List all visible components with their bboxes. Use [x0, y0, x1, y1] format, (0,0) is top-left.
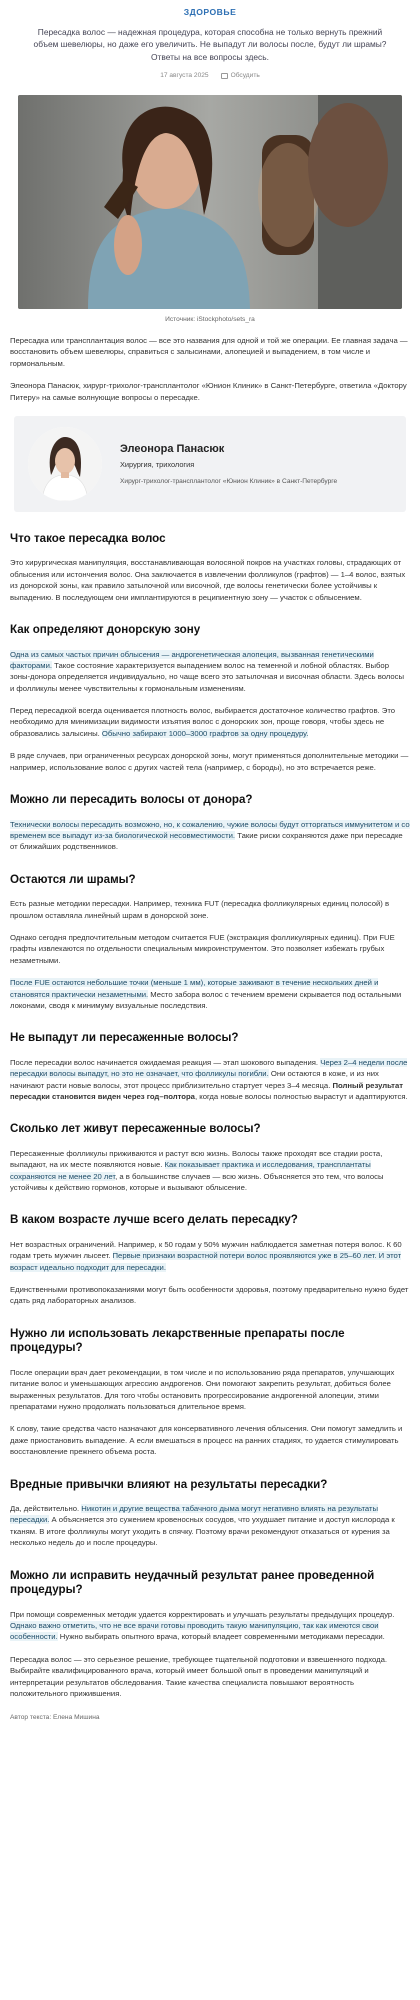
- text-fragment: , а в большинстве случаев — всю жизнь. Объясняется это тем, что волосы устойчивы к действию гормонов, которые и вызывают облысение.: [10, 1171, 384, 1192]
- body-paragraph: [10, 1503, 410, 1549]
- highlighted-text: Никотин и другие вещества табачного дыма могут негативно влиять на результаты пересадки.: [10, 1504, 379, 1525]
- hero-image: [18, 95, 402, 309]
- section-heading: Остаются ли шрамы?: [10, 872, 136, 886]
- text-fragment: Перед пересадкой всегда оценивается плотность волос, выбирается достаточное количество графтов. Это необходимо для минимизации видимости изъятия волос с донорских зон, проще говоря, чтобы здесь не образовались залысины.: [10, 706, 396, 738]
- category-label[interactable]: ЗДОРОВЬЕ: [183, 7, 237, 17]
- text-fragment: Место забора волос с течением времени скрывается под остальными локонами, сводя к минимуму визуальные последствия.: [10, 989, 402, 1010]
- body-paragraph: [10, 1609, 410, 1643]
- highlighted-text: Как показывает практика и исследования, трансплантаты сохраняются не менее 20 лет: [10, 1160, 371, 1181]
- highlighted-text: Через 2–4 недели после пересадки волосы выпадут, но это не означает, что фолликулы погибли.: [10, 1057, 408, 1079]
- section-heading: В каком возрасте лучше всего делать пересадку?: [10, 1213, 298, 1227]
- expert-card[interactable]: [14, 416, 406, 512]
- comment-icon: [221, 73, 228, 79]
- text-fragment: А объясняется это сужением кровеносных сосудов, что ухудшает питание и доступ кислорода к тканям. В итоге фолликулы могут уходить в спячку. Поэтому врачи рекомендуют отказаться от курения за несколько недель до и после процедуры.: [10, 1515, 395, 1548]
- bold-text: Полный результат пересадки становится виден через год–полтора: [10, 1080, 403, 1101]
- expert-info: [120, 442, 337, 486]
- text-fragment: Пересаженные фолликулы приживаются и растут всю жизнь. Волосы также проходят все стадии роста, выпадают, на их месте появляются новые.: [10, 1148, 383, 1170]
- expert-avatar: [28, 427, 102, 501]
- section-heading: Сколько лет живут пересаженные волосы?: [10, 1122, 261, 1136]
- text-fragment: Они остаются в коже, и из них начинают расти новые волосы, этот процесс приблизительно стартует через 3–4 месяца.: [10, 1069, 379, 1090]
- body-paragraph: [10, 977, 410, 1011]
- text-fragment: Однако сегодня предпочтительным методом считается FUE (экстракция фолликулярных единиц). При FUE графты извлекаются по отдельности специальным микроинструментом. Это позволяет избежать грубых незаметными.: [10, 932, 395, 965]
- section-heading: Можно ли исправить неудачный результат ранее проведенной процедуры?: [10, 1568, 375, 1597]
- text-fragment: После операции врач дает рекомендации, в том числе и по использованию ряда препаратов, улучшающих питание волос и уменьшающих агрессию андрогенов. Они помогают закрепить результат, добиться более выраженных результатов. Для того чтобы остановить прогрессирование андрогенной алопеции, этими препаратами нужно продолжать пользоваться длительное время.: [10, 1367, 395, 1411]
- body-paragraph: [10, 750, 410, 773]
- section-heading: Как определяют донорскую зону: [10, 623, 201, 637]
- body-paragraph: [10, 705, 410, 739]
- highlighted-text: Одна из самых частых причин облысения — андрогенетическая алопеция, вызванная генетическими факторами.: [10, 649, 374, 670]
- text-fragment: Такие риски сохраняются даже при пересадке от ближайших родственников.: [10, 830, 403, 852]
- text-fragment: Такое состояние характеризуется выпадением волос на теменной и лобной областях. Выбор зоны-донора определяется индивидуально, но чаще всего это затылочная и височная области. Здесь волосы и фолликулы менее чувствительны к гормональным изменениям.: [10, 660, 405, 693]
- text-fragment: Пересадка волос — это серьезное решение, требующее тщательной подготовки и взвешенного подхода. Выбирайте квалифицированного врача, который имеет большой опыт в проведении манипуляций и интерпретации результатов обследования. Такие качества специалиста повышают вероятность положительного прижившения.: [10, 1654, 387, 1698]
- section-heading: Не выпадут ли пересаженные волосы?: [10, 1031, 239, 1045]
- text-fragment: Есть разные методики пересадки. Например, техника FUT (пересадка фолликулярных единиц полосой) в прошлом оставляла линейный шрам в донорской зоне.: [10, 899, 390, 920]
- highlighted-text: Однако важно отметить, что не все врачи готовы проводить такую манипуляцию, так как имеются свои особенности.: [10, 1620, 379, 1642]
- body-paragraph: [10, 1284, 410, 1307]
- intro-paragraph: Пересадка или трансплантация волос — все это названия для одной и той же операции. Ее главная задача — восстановить объем шевелюры, справиться с залысинами, алопецией и выпадением, в том числе и гормональным.: [10, 336, 408, 368]
- body-paragraph: [10, 1239, 410, 1273]
- article-body: [10, 532, 410, 1699]
- highlighted-text: Обычно забирают 1000–3000 графтов за одну процедуру.: [101, 728, 309, 738]
- body-paragraph: [10, 932, 410, 966]
- body-paragraph: [10, 1148, 410, 1194]
- text-fragment: В ряде случаев, при ограниченных ресурсах донорской зоны, могут применяться дополнительные методики — например, использование волос с других частей тела (например, с бороды), но это встречается реже.: [10, 751, 409, 772]
- author-credit: Автор текста: Елена Мишина: [10, 1714, 100, 1722]
- discuss-button[interactable]: [221, 71, 260, 80]
- highlighted-text: После FUE остаются небольшие точки (меньше 1 мм), которые заживают в течение нескольких дней и становятся практически незаметными.: [10, 978, 379, 999]
- section-heading: Нужно ли использовать лекарственные препараты после процедуры?: [10, 1326, 345, 1355]
- expert-description: Хирург-трихолог-трансплантолог «Юнион Клиник» в Санкт-Петербурге: [120, 477, 338, 485]
- publish-date: 17 августа 2025: [160, 72, 209, 80]
- text-fragment: К слову, такие средства часто назначают для консервативного лечения облысения. Они помогут замедлить и даже приостановить выпадение. А если вмешаться в процесс на ранних стадиях, то удается стимулировать восстановление прежнего объема роста.: [10, 1424, 403, 1457]
- discuss-label: Обсудить: [230, 72, 260, 80]
- highlighted-text: Технически волосы пересадить возможно, но, к сожалению, чужие волосы будут отторгаться иммунитетом и со временем все выпадут из-за биологической несовместимости.: [10, 819, 410, 840]
- body-paragraph: [10, 898, 410, 921]
- body-paragraph: [10, 1367, 410, 1413]
- text-fragment: При помощи современных методик удается корректировать и улучшать результаты предыдущих процедур.: [10, 1609, 395, 1619]
- article-lead: Пересадка волос — надежная процедура, которая способна не только вернуть прежний объем шевелюры, но даже его увеличить. Не выпадут ли волосы после, будут ли шрамы? Ответы на все вопросы здесь.: [33, 27, 387, 62]
- intro-paragraph: Элеонора Панасюк, хирург-трихолог-трансплантолог «Юнион Клиник» в Санкт-Петербурге, ответила «Доктору Питеру» на самые волнующие вопросы о пересадке.: [10, 381, 407, 402]
- body-paragraph: [10, 557, 410, 603]
- text-fragment: , когда новые волосы полностью вырастут и адаптируются.: [194, 1091, 408, 1101]
- expert-role: Хирургия, трихология: [120, 460, 195, 470]
- body-paragraph: [10, 649, 410, 695]
- section-heading: Что такое пересадка волос: [10, 531, 166, 545]
- expert-name[interactable]: Элеонора Панасюк: [120, 442, 225, 455]
- body-paragraph: [10, 1057, 410, 1103]
- text-fragment: После пересадки волос начинается ожидаемая реакция — этап шокового выпадения.: [10, 1057, 321, 1067]
- body-paragraph: [10, 1654, 410, 1700]
- image-caption: Источник: iStockphoto/sets_ra: [165, 315, 255, 323]
- section-heading: Вредные привычки влияют на результаты пересадки?: [10, 1477, 328, 1491]
- body-paragraph: [10, 1423, 410, 1457]
- article-meta: [10, 71, 410, 80]
- text-fragment: Единственными противопоказаниями могут быть особенности здоровья, поэтому предварительно нужно будет сдать ряд лабораторных анализов.: [10, 1285, 409, 1306]
- text-fragment: Да, действительно.: [10, 1504, 82, 1514]
- body-paragraph: [10, 819, 410, 853]
- text-fragment: Нет возрастных ограничений. Например, к 50 годам у 50% мужчин наблюдается заметная потеря волос. К 60 годам треть мужчин лысеет.: [10, 1239, 402, 1261]
- text-fragment: Нужно выбирать опытного врача, который владеет современными методиками пересадки.: [57, 1632, 385, 1642]
- section-heading: Можно ли пересадить волосы от донора?: [10, 793, 253, 807]
- text-fragment: Это хирургическая манипуляция, восстанавливающая волосяной покров на участках головы, страдающих от облысения или истончения волос. Она заключается в извлечении фолликулов (графтов) — 1–4 волос, взятых из донорской зоны, как правило затылочной или височной, где волосы генетически более устойчивы к выпадению. В последующем они имплантируются в реципиентную зону — участок с облысением.: [10, 558, 406, 602]
- highlighted-text: Первые признаки возрастной потери волос проявляются уже в 25–60 лет. И этот возраст идеально подходит для пересадки.: [10, 1251, 402, 1272]
